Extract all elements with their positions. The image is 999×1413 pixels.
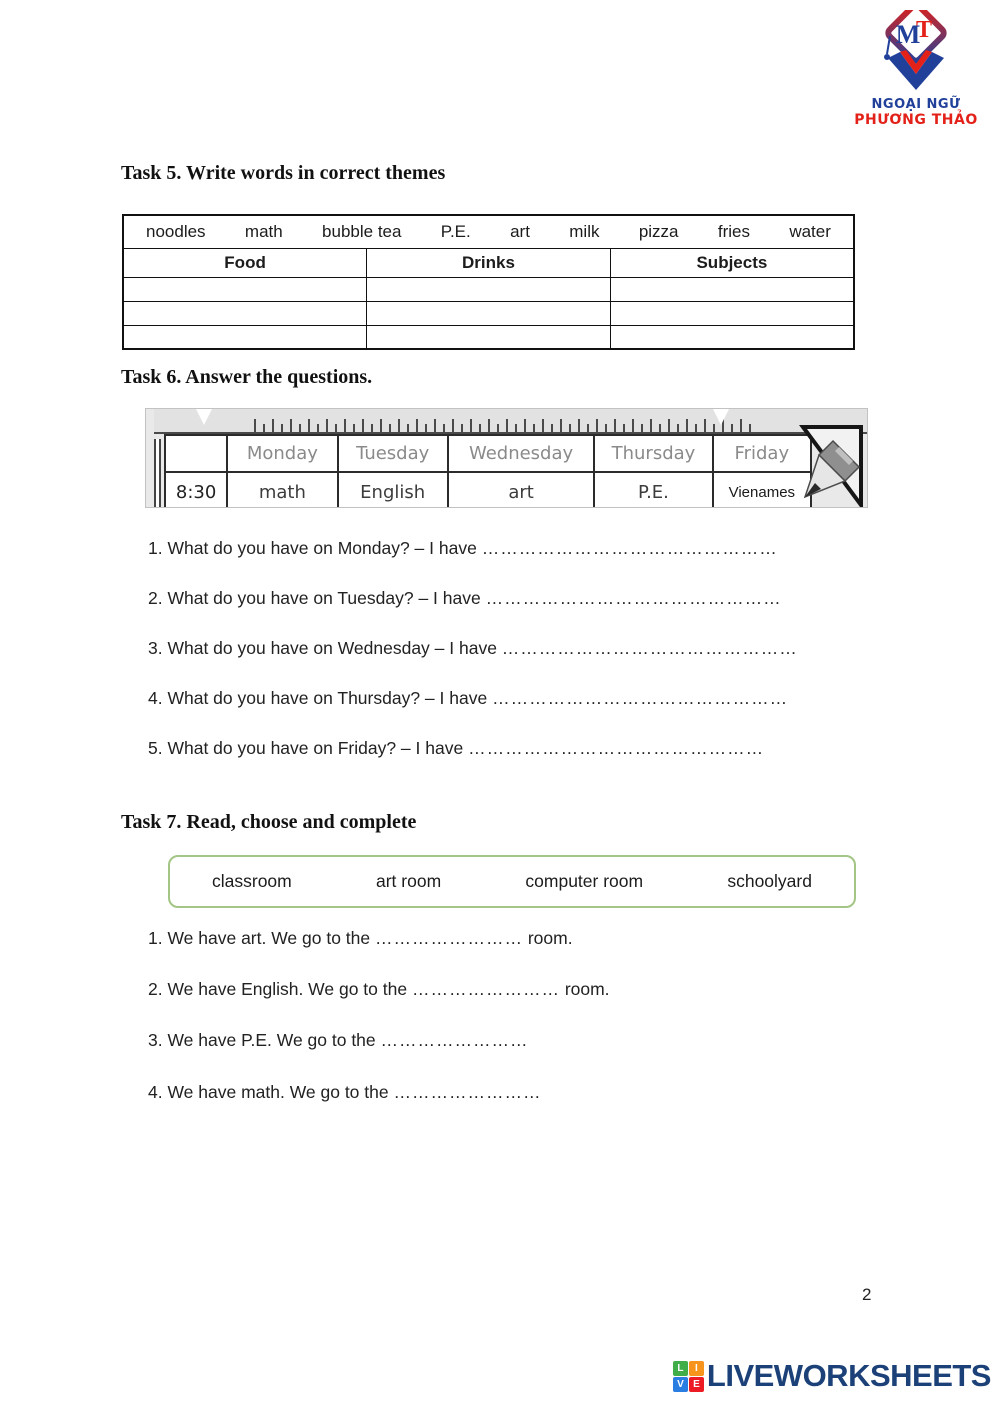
task7-question: [148, 979, 610, 1000]
answer-cell[interactable]: [123, 301, 367, 325]
answer-cell[interactable]: [367, 277, 611, 301]
answer-blank[interactable]: ……………………: [380, 1030, 529, 1050]
svg-text:T: T: [915, 17, 933, 43]
task7-heading: Task 7. Read, choose and complete: [121, 811, 417, 833]
answer-cell[interactable]: [123, 325, 367, 349]
word-box-item: classroom: [212, 871, 292, 891]
question-text: 3. What do you have on Wednesday – I have: [148, 638, 502, 658]
liveworksheets-wordmark: LIVEWORKSHEETS: [706, 1358, 991, 1393]
answer-blank[interactable]: ……………………: [393, 1082, 542, 1102]
word-bank-item: water: [789, 221, 831, 241]
task6-question: [148, 738, 764, 759]
answer-blank[interactable]: …………………………………………: [468, 738, 765, 758]
word-bank-item: art: [510, 221, 530, 241]
page-number: 2: [862, 1285, 872, 1304]
school-logo-icon: [868, 10, 964, 92]
word-bank-item: fries: [717, 221, 750, 241]
page-edge-graphic: [154, 439, 161, 508]
question-text: 2. What do you have on Tuesday? – I have: [148, 588, 486, 608]
timetable-subject: math: [227, 472, 337, 508]
question-text: 4. What do you have on Thursday? – I have: [148, 688, 493, 708]
logo-square-l: L: [673, 1361, 688, 1376]
liveworksheets-squares-icon: [673, 1361, 704, 1392]
answer-blank[interactable]: …………………………………………: [485, 588, 782, 608]
brand-name-line2: PHƯƠNG THẢO: [854, 112, 978, 128]
logo-square-e: E: [689, 1377, 704, 1392]
word-bank-item: milk: [569, 221, 600, 241]
question-text: 3. We have P.E. We go to the: [148, 1030, 381, 1050]
timetable-day: Tuesday: [338, 435, 448, 472]
timetable-table: [164, 434, 812, 508]
timetable-subject: art: [448, 472, 594, 508]
question-suffix: room.: [522, 928, 573, 948]
timetable-day: Friday: [713, 435, 811, 472]
answer-cell[interactable]: [610, 301, 854, 325]
answer-blank[interactable]: …………………………………………: [481, 538, 778, 558]
svg-text:M: M: [895, 20, 921, 49]
timetable-day: Wednesday: [448, 435, 594, 472]
question-text: 1. We have art. We go to the: [148, 928, 375, 948]
ruler-graphic: [154, 409, 867, 434]
answer-blank[interactable]: ……………………: [411, 979, 560, 999]
answer-cell[interactable]: [367, 301, 611, 325]
answer-blank[interactable]: ……………………: [374, 928, 523, 948]
task7-question: [148, 1030, 529, 1051]
task6-question: [148, 688, 788, 709]
answer-cell[interactable]: [367, 325, 611, 349]
column-header-food: Food: [123, 248, 367, 277]
task7-question: [148, 1082, 541, 1103]
pencil-icon: [787, 423, 865, 508]
task7-question: [148, 928, 573, 949]
word-bank-item: bubble tea: [322, 221, 402, 241]
word-bank-item: pizza: [638, 221, 679, 241]
timetable-subject: P.E.: [594, 472, 712, 508]
word-bank-item: noodles: [146, 221, 206, 241]
task5-table: [122, 214, 855, 350]
answer-cell[interactable]: [123, 277, 367, 301]
word-bank-item: P.E.: [440, 221, 471, 241]
question-text: 4. We have math. We go to the: [148, 1082, 394, 1102]
answer-cell[interactable]: [610, 277, 854, 301]
timetable-subject: English: [338, 472, 448, 508]
logo-square-v: V: [673, 1377, 688, 1392]
school-logo: [850, 10, 982, 128]
word-box-item: art room: [376, 871, 442, 891]
task5-heading: Task 5. Write words in correct themes: [121, 162, 446, 184]
task7-word-box: [168, 855, 856, 908]
timetable-time: 8:30: [165, 472, 227, 508]
task6-question: [148, 588, 782, 609]
column-header-drinks: Drinks: [367, 248, 611, 277]
task6-heading: Task 6. Answer the questions.: [121, 366, 373, 388]
word-box-item: schoolyard: [727, 871, 812, 891]
word-bank-item: math: [244, 221, 283, 241]
question-text: 1. What do you have on Monday? – I have: [148, 538, 482, 558]
answer-blank[interactable]: …………………………………………: [501, 638, 798, 658]
task6-question: [148, 538, 778, 559]
question-text: 2. We have English. We go to the: [148, 979, 412, 999]
brand-name-line1: NGOẠI NGỮ: [871, 97, 961, 112]
timetable-day: Thursday: [594, 435, 712, 472]
task6-question: [148, 638, 798, 659]
question-text: 5. What do you have on Friday? – I have: [148, 738, 469, 758]
timetable-subject: Vienames: [713, 472, 811, 508]
task5-word-bank: [124, 222, 853, 242]
timetable-corner-cell: [165, 435, 227, 472]
logo-square-i: I: [689, 1361, 704, 1376]
question-suffix: room.: [559, 979, 610, 999]
timetable-day: Monday: [227, 435, 337, 472]
answer-cell[interactable]: [610, 325, 854, 349]
answer-blank[interactable]: …………………………………………: [492, 688, 789, 708]
liveworksheets-logo: [673, 1358, 991, 1394]
column-header-subjects: Subjects: [610, 248, 854, 277]
timetable-illustration: [145, 408, 868, 508]
word-box-item: computer room: [525, 871, 644, 891]
